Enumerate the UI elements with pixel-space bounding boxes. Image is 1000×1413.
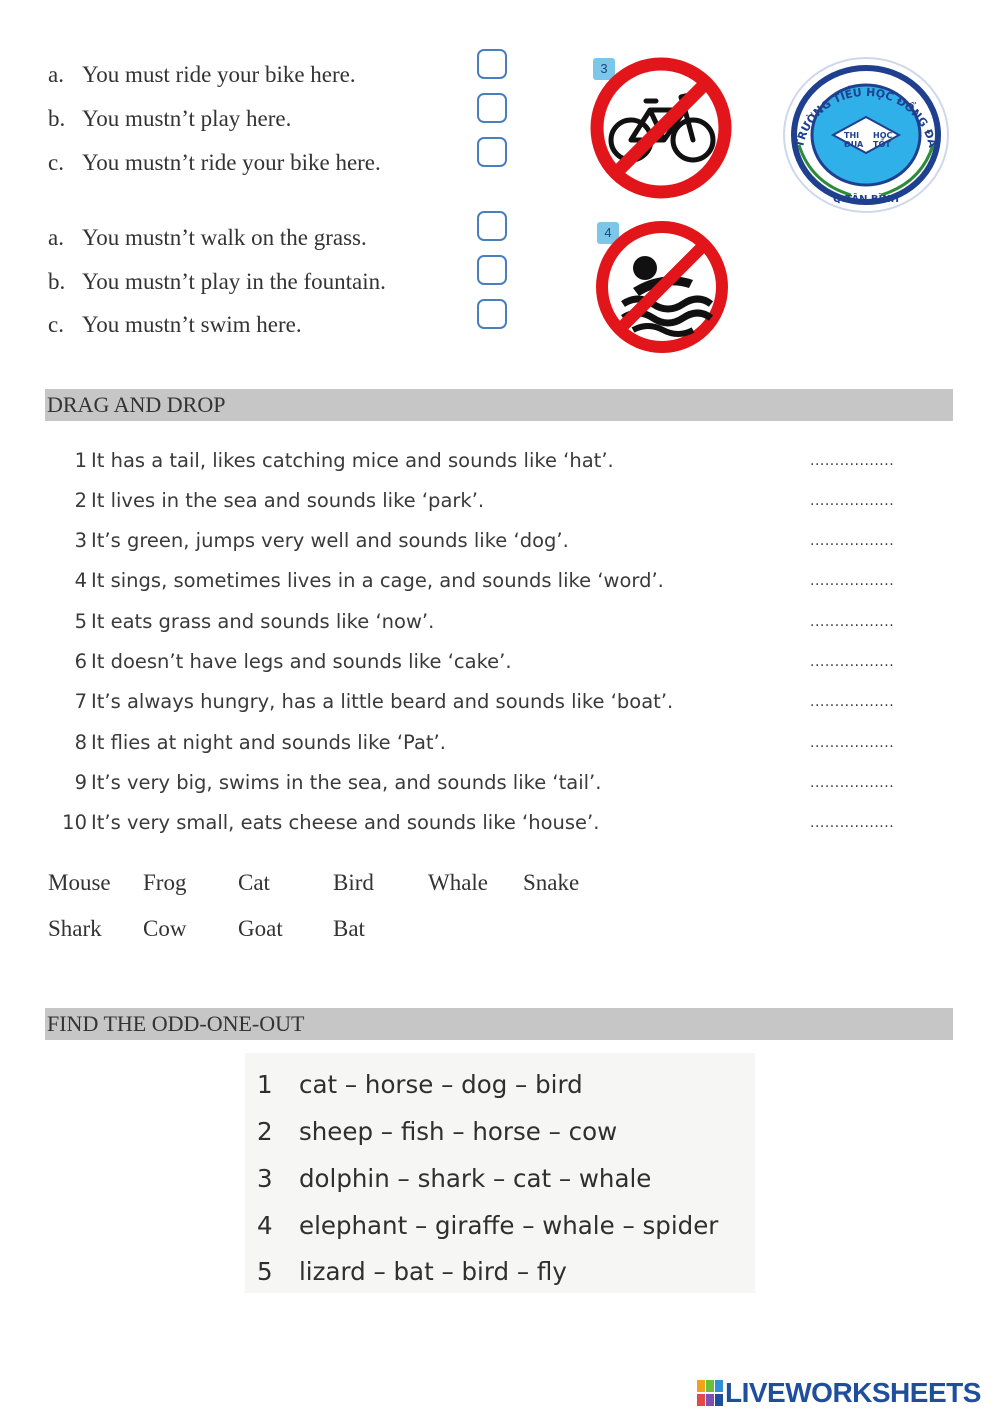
draggable-word[interactable]: Mouse (48, 870, 111, 895)
logo-motto: HỌC (873, 131, 893, 140)
riddle-number: 1 (74, 449, 87, 472)
riddle-number: 3 (74, 529, 87, 552)
draggable-word[interactable]: Cat (238, 870, 270, 895)
draggable-word[interactable]: Whale (428, 870, 489, 895)
riddle-text: It lives in the sea and sounds like ‘park’. (91, 489, 485, 512)
riddle-text: It flies at night and sounds like ‘Pat’. (91, 731, 446, 754)
option-text: You mustn’t play in the fountain. (82, 269, 386, 294)
answer-drop-zone[interactable]: ................. (810, 533, 895, 549)
riddle-row (40, 728, 920, 758)
draggable-word[interactable]: Frog (143, 870, 187, 895)
option-row (48, 311, 302, 339)
riddle-row (40, 566, 920, 596)
riddle-number: 4 (74, 569, 87, 592)
option-b-checkbox[interactable] (477, 255, 507, 285)
sign-number-badge: 3 (593, 58, 615, 80)
option-text: You mustn’t play here. (82, 106, 292, 131)
option-letter: b. (48, 269, 66, 294)
option-c-checkbox[interactable] (477, 299, 507, 329)
answer-drop-zone[interactable]: ................. (810, 694, 895, 710)
option-row (48, 149, 381, 177)
draggable-word[interactable]: Snake (523, 870, 580, 895)
answer-drop-zone[interactable]: ................. (810, 815, 895, 831)
riddle-row (40, 446, 920, 476)
answer-drop-zone[interactable]: ................. (810, 453, 895, 469)
riddle-text: It’s green, jumps very well and sounds like ‘dog’. (91, 529, 569, 552)
draggable-word[interactable]: Shark (48, 916, 102, 941)
no-swimming-sign-icon (593, 218, 731, 356)
riddle-number: 2 (74, 489, 87, 512)
option-text: You mustn’t ride your bike here. (82, 150, 381, 175)
option-b-checkbox[interactable] (477, 93, 507, 123)
sign-number-badge: 4 (597, 222, 619, 244)
draggable-word[interactable]: Cow (143, 916, 187, 941)
riddle-number: 9 (74, 771, 87, 794)
odd-row-number: 2 (257, 1117, 273, 1146)
answer-drop-zone[interactable]: ................. (810, 614, 895, 630)
riddle-number: 6 (74, 650, 87, 673)
odd-row-words[interactable]: cat – horse – dog – bird (299, 1070, 583, 1099)
odd-row-words[interactable]: elephant – giraffe – whale – spider (299, 1211, 719, 1240)
riddle-number: 8 (74, 731, 87, 754)
option-c-checkbox[interactable] (477, 137, 507, 167)
option-row (48, 268, 386, 296)
riddle-row (40, 808, 920, 838)
riddle-number: 10 (62, 811, 87, 834)
odd-row-number: 3 (257, 1164, 273, 1193)
riddle-text: It eats grass and sounds like ‘now’. (91, 610, 435, 633)
odd-one-out-row[interactable] (257, 1069, 583, 1101)
option-letter: c. (48, 150, 64, 175)
option-row (48, 61, 356, 89)
school-logo (781, 55, 951, 215)
draggable-word[interactable]: Goat (238, 916, 283, 941)
odd-row-number: 5 (257, 1257, 273, 1286)
drag-drop-header: DRAG AND DROP (45, 389, 953, 421)
option-letter: a. (48, 62, 64, 87)
riddle-text: It’s always hungry, has a little beard and sounds like ‘boat’. (91, 690, 674, 713)
option-a-checkbox[interactable] (477, 49, 507, 79)
option-a-checkbox[interactable] (477, 211, 507, 241)
odd-row-number: 1 (257, 1070, 273, 1099)
riddle-text: It doesn’t have legs and sounds like ‘cake’. (91, 650, 512, 673)
answer-drop-zone[interactable]: ................. (810, 573, 895, 589)
odd-one-out-row[interactable] (257, 1256, 567, 1288)
odd-row-words[interactable]: sheep – fish – horse – cow (299, 1117, 618, 1146)
answer-drop-zone[interactable]: ................. (810, 654, 895, 670)
riddle-row (40, 768, 920, 798)
odd-one-out-panel (245, 1053, 755, 1293)
draggable-word[interactable]: Bat (333, 916, 365, 941)
no-bicycle-sign-icon (588, 55, 734, 201)
answer-drop-zone[interactable]: ................. (810, 493, 895, 509)
liveworksheets-footer[interactable] (697, 1377, 981, 1409)
riddle-row (40, 486, 920, 516)
riddle-number: 5 (74, 610, 87, 633)
option-letter: c. (48, 312, 64, 337)
riddle-row (40, 607, 920, 637)
riddle-row (40, 687, 920, 717)
option-letter: a. (48, 225, 64, 250)
riddle-number: 7 (74, 690, 87, 713)
answer-drop-zone[interactable]: ................. (810, 735, 895, 751)
riddle-text: It has a tail, likes catching mice and sounds like ‘hat’. (91, 449, 614, 472)
odd-one-out-row[interactable] (257, 1163, 651, 1195)
option-row (48, 224, 367, 252)
answer-drop-zone[interactable]: ................. (810, 775, 895, 791)
odd-one-out-row[interactable] (257, 1116, 617, 1148)
odd-row-words[interactable]: lizard – bat – bird – fly (299, 1257, 567, 1286)
odd-one-out-row[interactable] (257, 1210, 718, 1242)
logo-motto: ĐUA (844, 140, 864, 149)
option-text: You mustn’t swim here. (82, 312, 302, 337)
logo-district: Q.TÂN BÌNH (832, 194, 900, 205)
logo-motto: TỐT (873, 140, 891, 149)
odd-row-number: 4 (257, 1211, 273, 1240)
option-row (48, 105, 291, 133)
option-letter: b. (48, 106, 66, 131)
riddle-text: It’s very big, swims in the sea, and sounds like ‘tail’. (91, 771, 602, 794)
riddle-text: It’s very small, eats cheese and sounds like ‘house’. (91, 811, 600, 834)
logo-motto: THI (844, 131, 860, 140)
draggable-word[interactable]: Bird (333, 870, 374, 895)
riddle-row (40, 647, 920, 677)
option-text: You must ride your bike here. (82, 62, 356, 87)
liveworksheets-logo-icon (697, 1380, 723, 1406)
brand-name: LIVEWORKSHEETS (725, 1377, 981, 1408)
odd-one-out-header: FIND THE ODD-ONE-OUT (45, 1008, 953, 1040)
odd-row-words[interactable]: dolphin – shark – cat – whale (299, 1164, 652, 1193)
riddle-row (40, 526, 920, 556)
riddle-text: It sings, sometimes lives in a cage, and sounds like ‘word’. (91, 569, 664, 592)
logo-school-name: TRƯỜNG TIỂU HỌC ĐỒNG ĐA (792, 85, 940, 149)
option-text: You mustn’t walk on the grass. (82, 225, 367, 250)
